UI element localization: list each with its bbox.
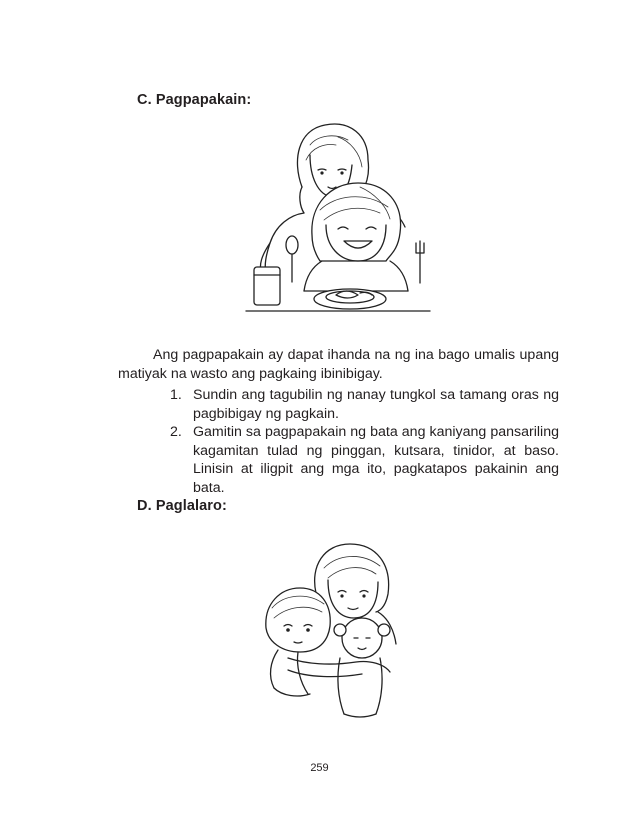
feeding-illustration <box>240 115 435 320</box>
intro-line-2: upang matiyak na wasto ang pagkaing ibinibigay. <box>118 347 559 382</box>
list-item-number: 2. <box>170 424 182 440</box>
list-item-text: Gamitin sa pagpapakain ng bata ang kaniyang pansariling kagamitan tulad ng pinggan, kutsara, tinidor, at baso. Linisin at iligpit ang mga ito, pagkatapos pakainin ang bata. <box>193 424 559 496</box>
page-number: 259 <box>310 762 329 774</box>
intro-line-1: Ang pagpapakain ay dapat ihanda na ng ina bago umalis <box>153 347 516 363</box>
list-item-text: Sundin ang tagubilin ng nanay tungkol sa tamang oras ng pagbibigay ng pagkain. <box>193 387 559 422</box>
section-heading-playing: D. Paglalaro: <box>137 498 227 514</box>
steps-list <box>170 386 559 497</box>
section-heading-feeding: C. Pagpapakain: <box>137 92 252 108</box>
playing-illustration <box>258 538 408 723</box>
list-item <box>170 423 559 497</box>
intro-paragraph <box>118 346 559 383</box>
list-item-number: 1. <box>170 387 182 403</box>
list-item <box>170 386 559 423</box>
